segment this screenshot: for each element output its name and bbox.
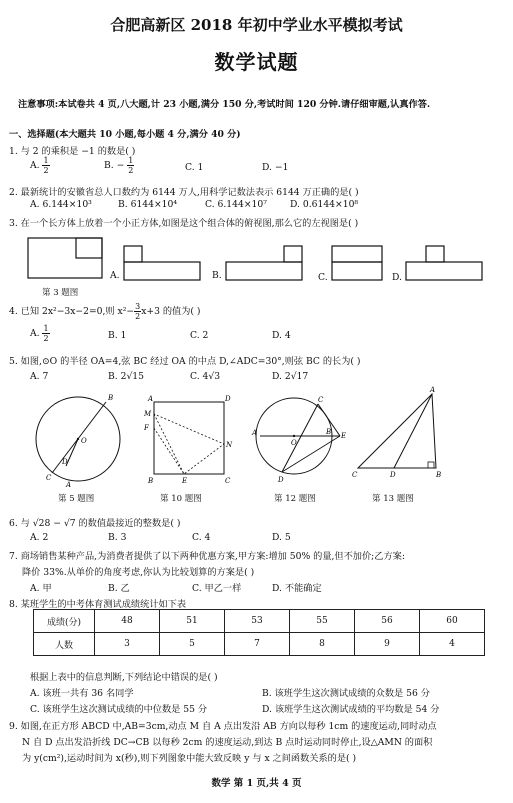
f10-label-f: F bbox=[144, 424, 149, 432]
q8-option-c: C. 该班学生这次测试成绩的中位数是 55 分 bbox=[30, 704, 208, 715]
f5-label-d: D bbox=[62, 458, 68, 466]
q1-option-a: A. $\frac{1}{2}$ bbox=[30, 156, 49, 175]
q1-option-b: B. − $\frac{1}{2}$ bbox=[104, 156, 134, 175]
q7-line1: 7. 商场销售某种产品,为消费者提供了以下两种优惠方案,甲方案:增加 50% 的量,但不加价;乙方案: bbox=[9, 551, 405, 562]
f12-label-d: D bbox=[278, 476, 284, 484]
table-cell: 9 bbox=[355, 633, 420, 656]
f10-label-a: A bbox=[148, 395, 154, 403]
q3-figure bbox=[26, 236, 106, 286]
page-footer: 数学 第 1 页,共 4 页 bbox=[211, 778, 302, 789]
table-header-count: 人数 bbox=[34, 633, 95, 656]
q6-option-d: D. 5 bbox=[272, 532, 291, 543]
f10-label-d: D bbox=[225, 395, 231, 403]
f12-label-a: A bbox=[252, 429, 258, 437]
figure-12 bbox=[248, 390, 348, 490]
figure-12-caption: 第 12 题图 bbox=[274, 494, 316, 504]
q7-option-b: B. 乙 bbox=[108, 583, 130, 594]
figure-13 bbox=[350, 386, 448, 486]
table-header-score: 成绩(分) bbox=[34, 610, 95, 633]
f13-label-b: B bbox=[436, 471, 442, 479]
f10-label-b: B bbox=[148, 477, 154, 485]
table-row bbox=[34, 610, 485, 633]
table-cell: 53 bbox=[225, 610, 290, 633]
q7-line2: 降价 33%.从单价的角度考虑,你认为比较划算的方案是( ) bbox=[22, 567, 255, 578]
figure-5-caption: 第 5 题图 bbox=[58, 494, 95, 504]
q5-option-c: C. 4√3 bbox=[190, 371, 221, 382]
q9-line2: N 自 D 点出发沿折线 DC→CB 以每秒 2cm 的速度运动,到达 B 点时运动同时停止,设△AMN 的面积 bbox=[22, 737, 433, 748]
table-cell: 55 bbox=[290, 610, 355, 633]
table-cell: 56 bbox=[355, 610, 420, 633]
q4-text: 4. 已知 2x²−3x−2=0,则 x²− $\frac{3}{2}$ x+3 的值为( ) bbox=[9, 302, 201, 321]
f13-label-a: A bbox=[430, 386, 436, 394]
figure-10-caption: 第 10 题图 bbox=[160, 494, 202, 504]
q3-caption: 第 3 题图 bbox=[42, 288, 79, 298]
q6-option-c: C. 4 bbox=[192, 532, 211, 543]
q1-option-c: C. 1 bbox=[185, 162, 204, 173]
q2-option-d: D. 0.6144×10⁸ bbox=[290, 199, 359, 210]
figure-5 bbox=[22, 390, 134, 490]
q3-option-b: B. bbox=[212, 270, 222, 281]
table-cell: 4 bbox=[420, 633, 485, 656]
subject-title: 数学试题 bbox=[214, 50, 299, 74]
figure-13-caption: 第 13 题图 bbox=[372, 494, 414, 504]
table-cell: 5 bbox=[160, 633, 225, 656]
f12-label-e: E bbox=[341, 432, 347, 440]
q3-option-c-figure bbox=[330, 244, 386, 284]
f10-label-m: M bbox=[144, 410, 152, 418]
q3-text: 3. 在一个长方体上放着一个小正方体,如图是这个组合体的俯视图,那么它的左视图是( ) bbox=[9, 218, 359, 229]
q8-option-d: D. 该班学生这次测试成绩的平均数是 54 分 bbox=[262, 704, 440, 715]
f5-label-c: C bbox=[46, 474, 52, 482]
f10-label-c: C bbox=[225, 477, 231, 485]
q2-text: 2. 最新统计的安徽省总人口数约为 6144 万人,用科学记数法表示 6144 万正确的是( ) bbox=[9, 187, 359, 198]
table-cell: 60 bbox=[420, 610, 485, 633]
table-cell: 51 bbox=[160, 610, 225, 633]
q9-line1: 9. 如图,在正方形 ABCD 中,AB=3cm,动点 M 自 A 点出发沿 AB 方向以每秒 1cm 的速度运动,同时动点 bbox=[9, 721, 437, 732]
q8-option-b: B. 该班学生这次测试成绩的众数是 56 分 bbox=[262, 688, 430, 699]
q3-option-c: C. bbox=[318, 272, 328, 283]
q3-option-d: D. bbox=[392, 272, 402, 283]
f13-label-c: C bbox=[352, 471, 358, 479]
q6-text: 6. 与 √28 − √7 的数值最接近的整数是( ) bbox=[9, 518, 181, 529]
f10-label-n: N bbox=[226, 441, 233, 449]
q8-question: 根据上表中的信息判断,下列结论中错误的是( ) bbox=[30, 672, 218, 683]
table-cell: 3 bbox=[95, 633, 160, 656]
q4-option-c: C. 2 bbox=[190, 330, 209, 341]
q7-option-a: A. 甲 bbox=[30, 583, 52, 594]
q1-option-d: D. −1 bbox=[262, 162, 289, 173]
q4-option-a: A. $\frac{1}{2}$ bbox=[30, 324, 49, 343]
q7-option-c: C. 甲乙一样 bbox=[192, 583, 242, 594]
q2-option-a: A. 6.144×10³ bbox=[30, 199, 92, 210]
q2-option-b: B. 6144×10⁴ bbox=[118, 199, 178, 210]
q4-option-d: D. 4 bbox=[272, 330, 291, 341]
figure-10 bbox=[142, 394, 234, 486]
q5-text: 5. 如图,⊙O 的半径 OA=4,弦 BC 经过 OA 的中点 D,∠ADC=30°,则弦 BC 的长为( ) bbox=[9, 356, 361, 367]
table-cell: 48 bbox=[95, 610, 160, 633]
table-cell: 7 bbox=[225, 633, 290, 656]
q6-option-b: B. 3 bbox=[108, 532, 127, 543]
q7-option-d: D. 不能确定 bbox=[272, 583, 322, 594]
q3-option-d-figure bbox=[404, 244, 486, 284]
q9-line3: 为 y(cm²),运动时间为 x(秒),则下列图象中能大致反映 y 与 x 之间函数关系的是( ) bbox=[22, 753, 357, 764]
q5-option-b: B. 2√15 bbox=[108, 371, 144, 382]
q5-option-d: D. 2√17 bbox=[272, 371, 309, 382]
exam-title: 合肥高新区 2018 年初中学业水平模拟考试 bbox=[110, 16, 403, 34]
q8-option-a: A. 该班一共有 36 名同学 bbox=[30, 688, 134, 699]
q2-option-c: C. 6.144×10⁷ bbox=[205, 199, 267, 210]
f12-label-o: O bbox=[291, 439, 297, 447]
q8-text: 8. 某班学生的中考体育测试成绩统计如下表 bbox=[9, 599, 187, 610]
q1-text: 1. 与 2 的乘积是 −1 的数是( ) bbox=[9, 146, 136, 157]
f5-label-o: O bbox=[81, 437, 87, 445]
q6-option-a: A. 2 bbox=[30, 532, 49, 543]
q5-option-a: A. 7 bbox=[30, 371, 49, 382]
score-table bbox=[33, 609, 485, 656]
f12-label-b: B bbox=[326, 428, 332, 436]
f12-label-c: C bbox=[318, 396, 324, 404]
f5-label-a: A bbox=[66, 481, 72, 489]
table-row bbox=[34, 633, 485, 656]
q3-option-a-figure bbox=[122, 244, 204, 284]
f5-label-b: B bbox=[108, 394, 114, 402]
f13-label-d: D bbox=[390, 471, 396, 479]
table-cell: 8 bbox=[290, 633, 355, 656]
section-heading: 一、选择题(本大题共 10 小题,每小题 4 分,满分 40 分) bbox=[9, 129, 241, 140]
q3-option-a: A. bbox=[110, 270, 120, 281]
q3-option-b-figure bbox=[224, 244, 306, 284]
q4-option-b: B. 1 bbox=[108, 330, 127, 341]
notice: 注意事项:本试卷共 4 页,八大题,计 23 小题,满分 150 分,考试时间 120 分钟.请仔细审题,认真作答. bbox=[18, 99, 431, 110]
f10-label-e: E bbox=[182, 477, 188, 485]
